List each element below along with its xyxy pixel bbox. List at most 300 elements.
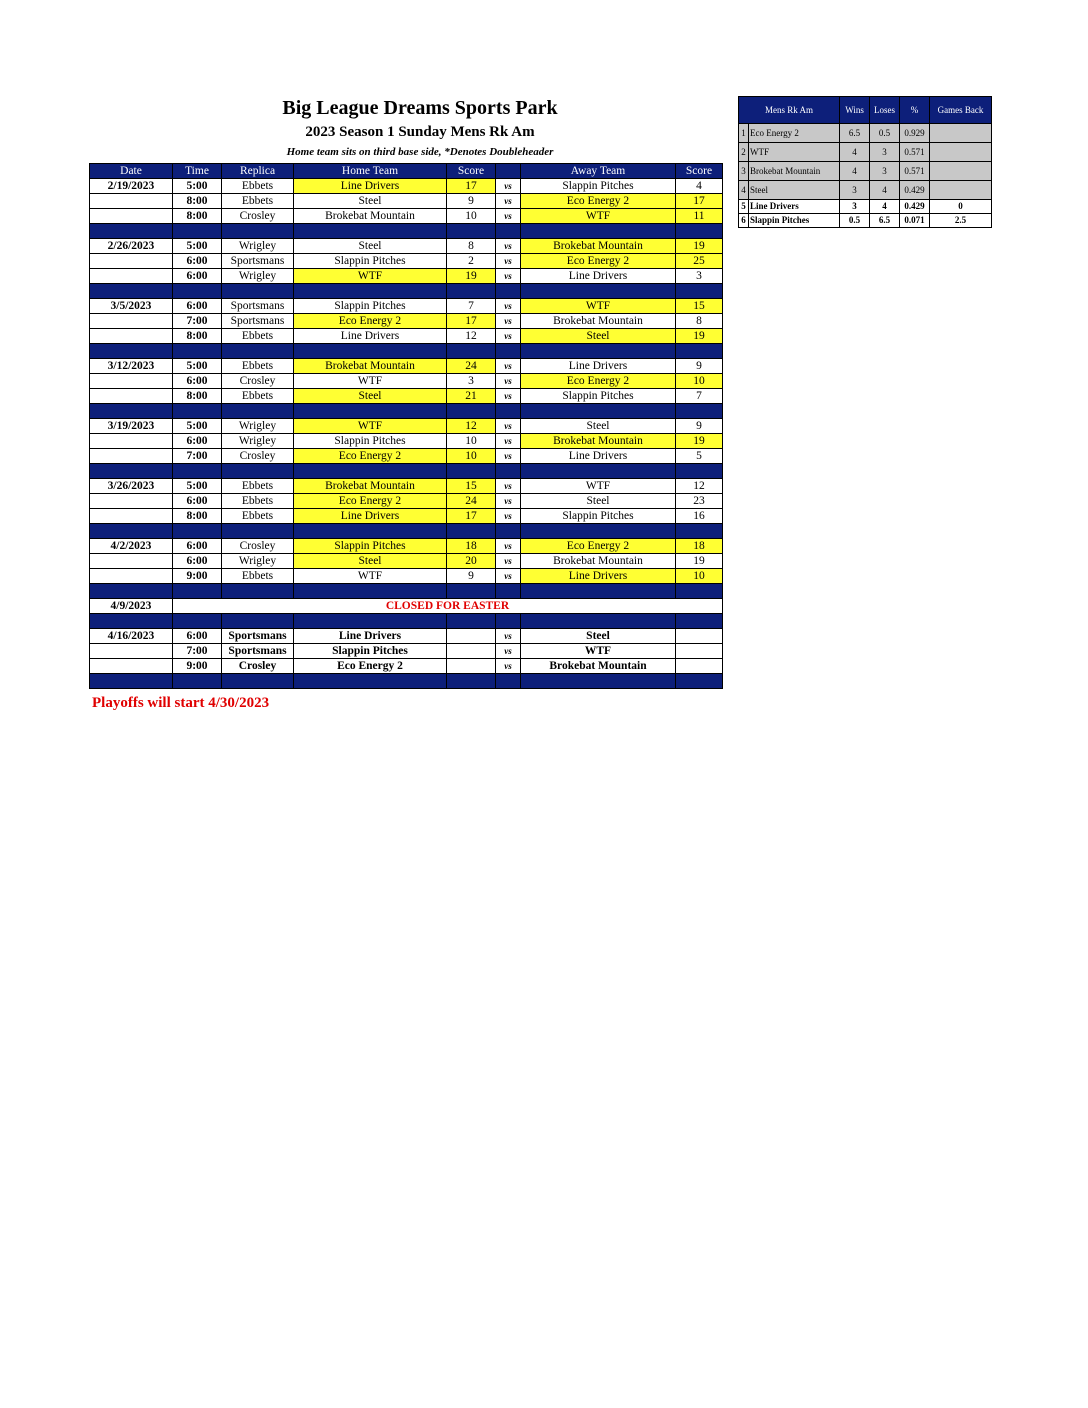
away-team: Eco Energy 2 bbox=[521, 539, 676, 554]
separator-cell bbox=[447, 614, 496, 629]
separator-cell bbox=[294, 584, 447, 599]
home-team: Slappin Pitches bbox=[294, 644, 447, 659]
away-team: Steel bbox=[521, 629, 676, 644]
game-field: Sportsmans bbox=[222, 254, 294, 269]
away-team: WTF bbox=[521, 209, 676, 224]
separator-cell bbox=[173, 674, 222, 689]
game-field: Sportsmans bbox=[222, 629, 294, 644]
separator-cell bbox=[222, 674, 294, 689]
schedule-game-row bbox=[90, 494, 723, 509]
team-games-back: 0 bbox=[930, 200, 992, 214]
away-score: 7 bbox=[676, 389, 723, 404]
col-away-team: Away Team bbox=[521, 164, 676, 179]
game-date bbox=[90, 269, 173, 284]
separator-cell bbox=[496, 404, 521, 419]
away-score: 19 bbox=[676, 554, 723, 569]
game-field: Crosley bbox=[222, 449, 294, 464]
game-field: Ebbets bbox=[222, 509, 294, 524]
game-date bbox=[90, 569, 173, 584]
game-time: 5:00 bbox=[173, 479, 222, 494]
separator-cell bbox=[676, 344, 723, 359]
separator-cell bbox=[521, 674, 676, 689]
home-score: 21 bbox=[447, 389, 496, 404]
team-name: Slappin Pitches bbox=[749, 214, 840, 228]
separator-cell bbox=[447, 584, 496, 599]
separator-cell bbox=[676, 584, 723, 599]
home-team: WTF bbox=[294, 269, 447, 284]
standings-row bbox=[739, 214, 992, 228]
away-team: Steel bbox=[521, 329, 676, 344]
schedule-game-row bbox=[90, 389, 723, 404]
home-score: 17 bbox=[447, 509, 496, 524]
separator-cell bbox=[496, 584, 521, 599]
separator-cell bbox=[222, 524, 294, 539]
game-time: 9:00 bbox=[173, 659, 222, 674]
vs-label: vs bbox=[496, 179, 521, 194]
game-time: 5:00 bbox=[173, 239, 222, 254]
team-pct: 0.571 bbox=[900, 143, 930, 162]
schedule-game-row bbox=[90, 434, 723, 449]
separator-cell bbox=[294, 524, 447, 539]
separator-cell bbox=[90, 614, 173, 629]
team-loses: 4 bbox=[870, 200, 900, 214]
separator-cell bbox=[496, 344, 521, 359]
home-team: Line Drivers bbox=[294, 629, 447, 644]
game-field: Sportsmans bbox=[222, 644, 294, 659]
game-time: 5:00 bbox=[173, 359, 222, 374]
separator-cell bbox=[222, 464, 294, 479]
separator-cell bbox=[90, 464, 173, 479]
col-vs bbox=[496, 164, 521, 179]
schedule-game-row bbox=[90, 374, 723, 389]
away-team: Eco Energy 2 bbox=[521, 374, 676, 389]
standings-row bbox=[739, 162, 992, 181]
vs-label: vs bbox=[496, 359, 521, 374]
vs-label: vs bbox=[496, 419, 521, 434]
schedule-game-row bbox=[90, 419, 723, 434]
home-score: 10 bbox=[447, 434, 496, 449]
home-score: 19 bbox=[447, 269, 496, 284]
game-time: 6:00 bbox=[173, 629, 222, 644]
separator-cell bbox=[90, 584, 173, 599]
schedule-game-row bbox=[90, 269, 723, 284]
team-name: Brokebat Mountain bbox=[749, 162, 840, 181]
team-wins: 6.5 bbox=[840, 124, 870, 143]
away-team: Line Drivers bbox=[521, 449, 676, 464]
schedule-game-row bbox=[90, 539, 723, 554]
game-field: Wrigley bbox=[222, 554, 294, 569]
schedule-game-row bbox=[90, 554, 723, 569]
separator-cell bbox=[90, 674, 173, 689]
away-score: 9 bbox=[676, 359, 723, 374]
schedule-game-row bbox=[90, 629, 723, 644]
home-score: 20 bbox=[447, 554, 496, 569]
separator-cell bbox=[521, 464, 676, 479]
week-separator bbox=[90, 614, 723, 629]
standings-table bbox=[738, 96, 992, 228]
game-time: 6:00 bbox=[173, 434, 222, 449]
vs-label: vs bbox=[496, 494, 521, 509]
game-time: 6:00 bbox=[173, 299, 222, 314]
team-pct: 0.071 bbox=[900, 214, 930, 228]
home-team: WTF bbox=[294, 374, 447, 389]
game-time: 5:00 bbox=[173, 179, 222, 194]
game-time: 6:00 bbox=[173, 269, 222, 284]
away-score bbox=[676, 629, 723, 644]
standings-header-row bbox=[739, 97, 992, 124]
home-score: 9 bbox=[447, 569, 496, 584]
team-name: Steel bbox=[749, 181, 840, 200]
home-score: 17 bbox=[447, 179, 496, 194]
separator-cell bbox=[447, 344, 496, 359]
home-score: 24 bbox=[447, 494, 496, 509]
separator-cell bbox=[294, 344, 447, 359]
standings-col-league: Mens Rk Am bbox=[739, 97, 840, 124]
game-date bbox=[90, 194, 173, 209]
home-team: Steel bbox=[294, 389, 447, 404]
team-pct: 0.929 bbox=[900, 124, 930, 143]
away-team: Slappin Pitches bbox=[521, 509, 676, 524]
game-date: 4/9/2023 bbox=[90, 599, 173, 614]
game-field: Ebbets bbox=[222, 194, 294, 209]
home-score: 7 bbox=[447, 299, 496, 314]
separator-cell bbox=[676, 284, 723, 299]
game-time: 8:00 bbox=[173, 329, 222, 344]
away-score: 25 bbox=[676, 254, 723, 269]
game-date: 4/2/2023 bbox=[90, 539, 173, 554]
separator-cell bbox=[496, 674, 521, 689]
vs-label: vs bbox=[496, 539, 521, 554]
away-team: Steel bbox=[521, 494, 676, 509]
home-score: 18 bbox=[447, 539, 496, 554]
game-time: 5:00 bbox=[173, 419, 222, 434]
schedule-game-row bbox=[90, 449, 723, 464]
vs-label: vs bbox=[496, 434, 521, 449]
away-score: 17 bbox=[676, 194, 723, 209]
game-date bbox=[90, 554, 173, 569]
home-score: 10 bbox=[447, 209, 496, 224]
schedule-game-row bbox=[90, 179, 723, 194]
separator-cell bbox=[676, 464, 723, 479]
home-team: Slappin Pitches bbox=[294, 539, 447, 554]
home-team: Steel bbox=[294, 239, 447, 254]
home-score: 2 bbox=[447, 254, 496, 269]
page-subtitle: 2023 Season 1 Sunday Mens Rk Am bbox=[305, 124, 535, 140]
separator-cell bbox=[496, 524, 521, 539]
separator-cell bbox=[90, 224, 173, 239]
team-name: Line Drivers bbox=[749, 200, 840, 214]
separator-cell bbox=[676, 614, 723, 629]
game-field: Ebbets bbox=[222, 359, 294, 374]
game-date bbox=[90, 374, 173, 389]
game-field: Ebbets bbox=[222, 494, 294, 509]
home-team: Brokebat Mountain bbox=[294, 359, 447, 374]
week-separator bbox=[90, 464, 723, 479]
away-score: 19 bbox=[676, 239, 723, 254]
home-score bbox=[447, 644, 496, 659]
team-loses: 3 bbox=[870, 162, 900, 181]
game-field: Ebbets bbox=[222, 329, 294, 344]
home-score: 24 bbox=[447, 359, 496, 374]
standings-row bbox=[739, 124, 992, 143]
col-away-score: Score bbox=[676, 164, 723, 179]
schedule-game-row bbox=[90, 644, 723, 659]
week-separator bbox=[90, 284, 723, 299]
game-date bbox=[90, 644, 173, 659]
away-score bbox=[676, 644, 723, 659]
separator-cell bbox=[521, 404, 676, 419]
away-team: Line Drivers bbox=[521, 569, 676, 584]
vs-label: vs bbox=[496, 629, 521, 644]
schedule-table bbox=[89, 163, 723, 689]
vs-label: vs bbox=[496, 209, 521, 224]
col-home-team: Home Team bbox=[294, 164, 447, 179]
team-loses: 0.5 bbox=[870, 124, 900, 143]
team-wins: 0.5 bbox=[840, 214, 870, 228]
team-games-back bbox=[930, 162, 992, 181]
game-time: 6:00 bbox=[173, 554, 222, 569]
separator-cell bbox=[676, 224, 723, 239]
separator-cell bbox=[173, 584, 222, 599]
game-date: 4/16/2023 bbox=[90, 629, 173, 644]
away-team: Eco Energy 2 bbox=[521, 194, 676, 209]
vs-label: vs bbox=[496, 254, 521, 269]
game-field: Sportsmans bbox=[222, 299, 294, 314]
separator-cell bbox=[173, 404, 222, 419]
vs-label: vs bbox=[496, 269, 521, 284]
team-games-back bbox=[930, 181, 992, 200]
separator-cell bbox=[496, 224, 521, 239]
home-team: Steel bbox=[294, 554, 447, 569]
game-date: 3/19/2023 bbox=[90, 419, 173, 434]
schedule-game-row bbox=[90, 209, 723, 224]
home-score: 12 bbox=[447, 329, 496, 344]
separator-cell bbox=[496, 464, 521, 479]
game-field: Crosley bbox=[222, 659, 294, 674]
home-team: Slappin Pitches bbox=[294, 254, 447, 269]
col-home-score: Score bbox=[447, 164, 496, 179]
game-time: 7:00 bbox=[173, 644, 222, 659]
game-field: Ebbets bbox=[222, 179, 294, 194]
schedule-game-row bbox=[90, 329, 723, 344]
home-score: 8 bbox=[447, 239, 496, 254]
away-score: 19 bbox=[676, 329, 723, 344]
away-team: Line Drivers bbox=[521, 359, 676, 374]
game-date bbox=[90, 254, 173, 269]
standings-col-wins: Wins bbox=[840, 97, 870, 124]
standings-col-loses: Loses bbox=[870, 97, 900, 124]
home-team: WTF bbox=[294, 569, 447, 584]
team-wins: 4 bbox=[840, 143, 870, 162]
home-team: WTF bbox=[294, 419, 447, 434]
vs-label: vs bbox=[496, 449, 521, 464]
home-team: Line Drivers bbox=[294, 509, 447, 524]
home-score: 17 bbox=[447, 314, 496, 329]
vs-label: vs bbox=[496, 329, 521, 344]
home-team: Eco Energy 2 bbox=[294, 449, 447, 464]
away-team: Brokebat Mountain bbox=[521, 659, 676, 674]
away-score: 23 bbox=[676, 494, 723, 509]
game-date: 2/26/2023 bbox=[90, 239, 173, 254]
away-score: 12 bbox=[676, 479, 723, 494]
separator-cell bbox=[90, 404, 173, 419]
week-separator bbox=[90, 584, 723, 599]
separator-cell bbox=[294, 404, 447, 419]
separator-cell bbox=[222, 404, 294, 419]
separator-cell bbox=[496, 614, 521, 629]
separator-cell bbox=[294, 284, 447, 299]
vs-label: vs bbox=[496, 314, 521, 329]
away-score: 16 bbox=[676, 509, 723, 524]
schedule-game-row bbox=[90, 314, 723, 329]
team-loses: 6.5 bbox=[870, 214, 900, 228]
vs-label: vs bbox=[496, 659, 521, 674]
separator-cell bbox=[676, 404, 723, 419]
game-time: 8:00 bbox=[173, 389, 222, 404]
game-field: Wrigley bbox=[222, 239, 294, 254]
away-team: Slappin Pitches bbox=[521, 179, 676, 194]
game-date bbox=[90, 314, 173, 329]
game-date bbox=[90, 329, 173, 344]
team-rank: 4 bbox=[739, 181, 749, 200]
separator-cell bbox=[222, 344, 294, 359]
col-date: Date bbox=[90, 164, 173, 179]
game-time: 7:00 bbox=[173, 449, 222, 464]
game-field: Crosley bbox=[222, 539, 294, 554]
away-team: Eco Energy 2 bbox=[521, 254, 676, 269]
team-rank: 3 bbox=[739, 162, 749, 181]
standings-row bbox=[739, 200, 992, 214]
separator-cell bbox=[294, 464, 447, 479]
separator-cell bbox=[447, 674, 496, 689]
schedule-game-row bbox=[90, 239, 723, 254]
team-wins: 4 bbox=[840, 162, 870, 181]
game-time: 7:00 bbox=[173, 314, 222, 329]
home-score bbox=[447, 659, 496, 674]
vs-label: vs bbox=[496, 554, 521, 569]
separator-cell bbox=[222, 284, 294, 299]
away-team: Slappin Pitches bbox=[521, 389, 676, 404]
vs-label: vs bbox=[496, 194, 521, 209]
game-date bbox=[90, 389, 173, 404]
week-separator bbox=[90, 674, 723, 689]
home-team: Brokebat Mountain bbox=[294, 209, 447, 224]
standings-row bbox=[739, 143, 992, 162]
home-team: Steel bbox=[294, 194, 447, 209]
game-field: Ebbets bbox=[222, 479, 294, 494]
schedule-game-row bbox=[90, 254, 723, 269]
separator-cell bbox=[447, 464, 496, 479]
away-team: Brokebat Mountain bbox=[521, 554, 676, 569]
home-team: Eco Energy 2 bbox=[294, 314, 447, 329]
vs-label: vs bbox=[496, 389, 521, 404]
game-field: Sportsmans bbox=[222, 314, 294, 329]
team-games-back bbox=[930, 124, 992, 143]
separator-cell bbox=[294, 224, 447, 239]
home-score bbox=[447, 629, 496, 644]
team-rank: 1 bbox=[739, 124, 749, 143]
schedule-game-row bbox=[90, 479, 723, 494]
away-score: 10 bbox=[676, 569, 723, 584]
header-note: Home team sits on third base side, *Denotes Doubleheader bbox=[286, 146, 554, 158]
team-rank: 6 bbox=[739, 214, 749, 228]
closed-notice: CLOSED FOR EASTER bbox=[173, 599, 723, 614]
game-time: 8:00 bbox=[173, 209, 222, 224]
separator-cell bbox=[222, 584, 294, 599]
week-separator bbox=[90, 404, 723, 419]
separator-cell bbox=[173, 344, 222, 359]
away-team: Brokebat Mountain bbox=[521, 314, 676, 329]
game-time: 9:00 bbox=[173, 569, 222, 584]
away-score: 3 bbox=[676, 269, 723, 284]
separator-cell bbox=[521, 344, 676, 359]
away-score: 5 bbox=[676, 449, 723, 464]
page-title: Big League Dreams Sports Park bbox=[282, 97, 558, 119]
separator-cell bbox=[90, 284, 173, 299]
schedule-game-row bbox=[90, 194, 723, 209]
vs-label: vs bbox=[496, 374, 521, 389]
team-name: Eco Energy 2 bbox=[749, 124, 840, 143]
vs-label: vs bbox=[496, 569, 521, 584]
separator-cell bbox=[447, 224, 496, 239]
schedule-game-row bbox=[90, 299, 723, 314]
home-team: Eco Energy 2 bbox=[294, 659, 447, 674]
week-separator bbox=[90, 224, 723, 239]
team-rank: 5 bbox=[739, 200, 749, 214]
team-pct: 0.429 bbox=[900, 200, 930, 214]
game-date bbox=[90, 209, 173, 224]
separator-cell bbox=[676, 524, 723, 539]
away-team: WTF bbox=[521, 479, 676, 494]
game-date: 3/12/2023 bbox=[90, 359, 173, 374]
game-time: 6:00 bbox=[173, 254, 222, 269]
schedule-header-row bbox=[90, 164, 723, 179]
vs-label: vs bbox=[496, 299, 521, 314]
game-date: 2/19/2023 bbox=[90, 179, 173, 194]
schedule-closed-row bbox=[90, 599, 723, 614]
col-time: Time bbox=[173, 164, 222, 179]
game-date bbox=[90, 434, 173, 449]
game-field: Crosley bbox=[222, 209, 294, 224]
separator-cell bbox=[496, 284, 521, 299]
game-field: Ebbets bbox=[222, 389, 294, 404]
separator-cell bbox=[521, 614, 676, 629]
away-score: 15 bbox=[676, 299, 723, 314]
home-score: 3 bbox=[447, 374, 496, 389]
game-date: 3/5/2023 bbox=[90, 299, 173, 314]
team-name: WTF bbox=[749, 143, 840, 162]
home-team: Brokebat Mountain bbox=[294, 479, 447, 494]
standings-row bbox=[739, 181, 992, 200]
vs-label: vs bbox=[496, 239, 521, 254]
game-time: 8:00 bbox=[173, 194, 222, 209]
separator-cell bbox=[173, 464, 222, 479]
game-date bbox=[90, 659, 173, 674]
separator-cell bbox=[521, 284, 676, 299]
home-team: Slappin Pitches bbox=[294, 434, 447, 449]
game-date: 3/26/2023 bbox=[90, 479, 173, 494]
standings-col-pct: % bbox=[900, 97, 930, 124]
away-team: WTF bbox=[521, 299, 676, 314]
col-replica: Replica bbox=[222, 164, 294, 179]
team-pct: 0.571 bbox=[900, 162, 930, 181]
week-separator bbox=[90, 524, 723, 539]
game-time: 6:00 bbox=[173, 494, 222, 509]
away-score bbox=[676, 659, 723, 674]
separator-cell bbox=[90, 524, 173, 539]
team-loses: 3 bbox=[870, 143, 900, 162]
team-rank: 2 bbox=[739, 143, 749, 162]
